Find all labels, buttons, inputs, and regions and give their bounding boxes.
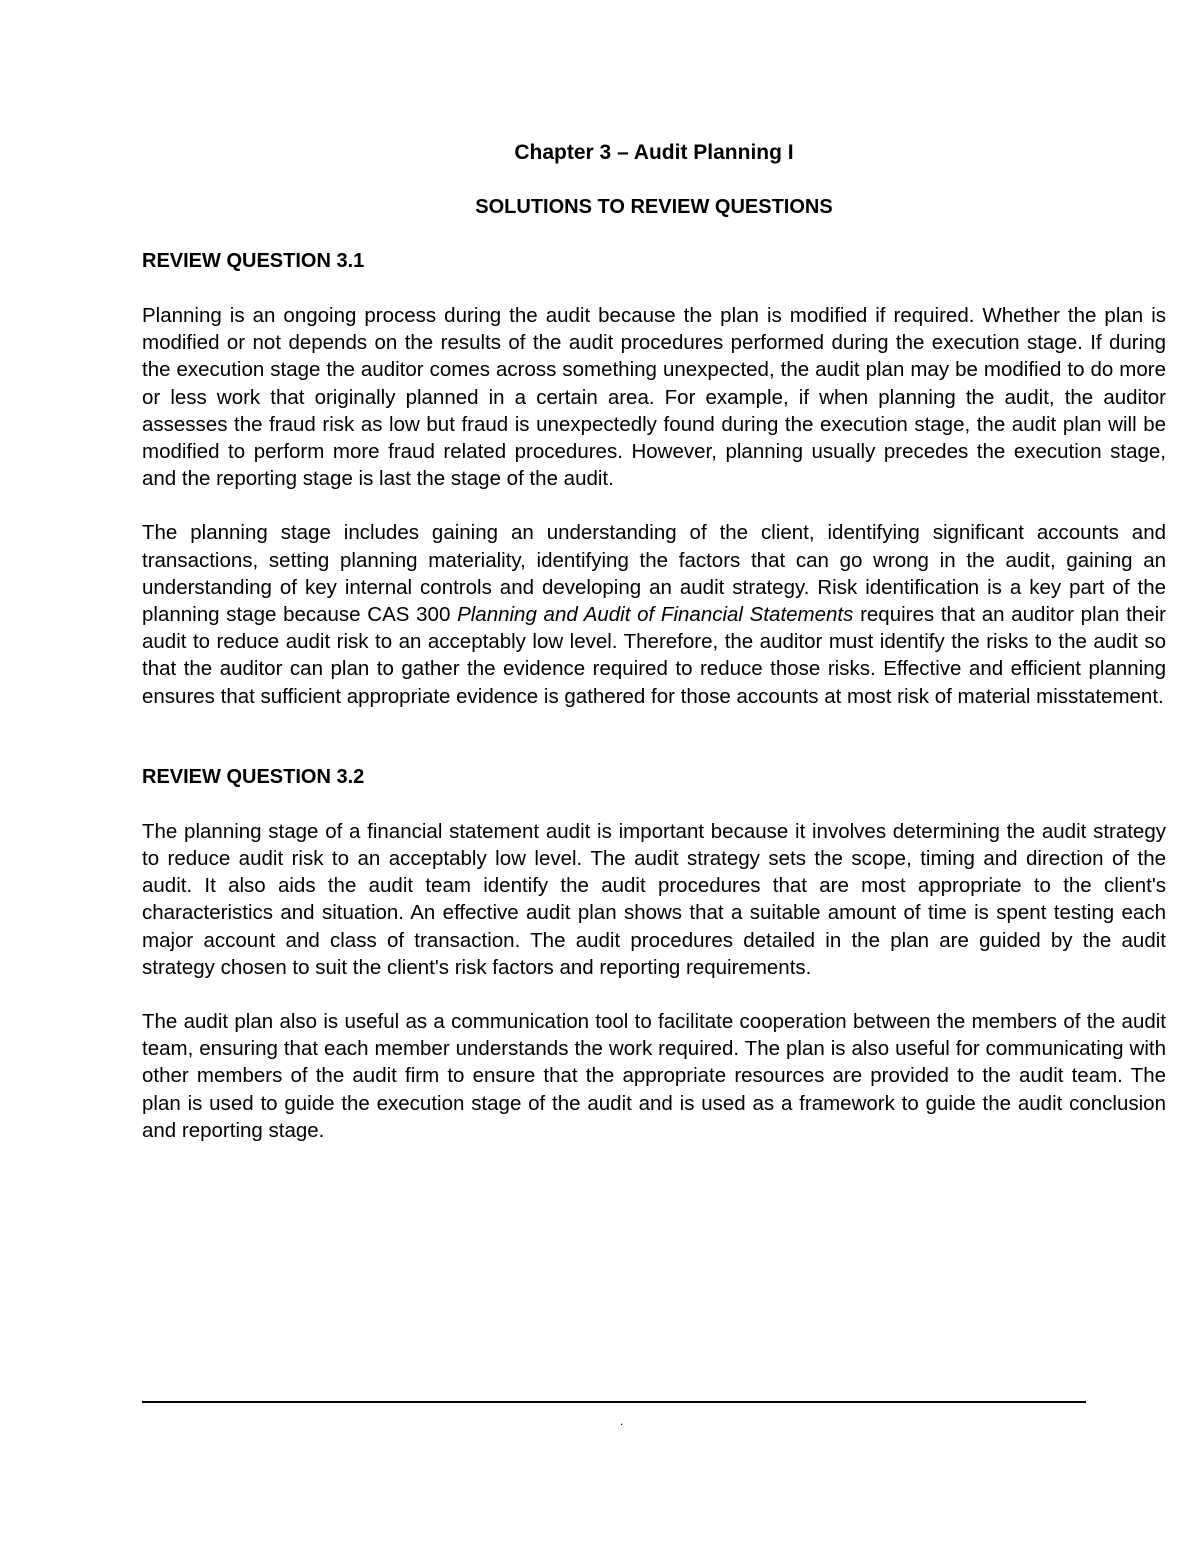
paragraph-text: The planning stage includes gaining an understanding of the client, identifying significant accounts and transactions, setting planning materiality, identifying the factors that can go wrong in the audit, gaining an understanding of key internal controls and developing an audit strategy. Risk identification is a key part of the planning stage because CAS 300 [142, 521, 1166, 627]
page-subtitle: SOLUTIONS TO REVIEW QUESTIONS [475, 196, 833, 218]
section-3-2-paragraph-2: The audit plan also is useful as a communication tool to facilitate cooperation between the members of the audit team, ensuring that each member understands the work required. The plan is also useful for communicating with other members of the audit firm to ensure that the appropriate resources are provided to the audit team. The plan is used to guide the execution stage of the audit and is used as a framework to guide the audit conclusion and reporting stage. [142, 1010, 1166, 1142]
section-3-2-paragraph-1: The planning stage of a financial statement audit is important because it involves determining the audit strategy to reduce audit risk to an acceptably low level. The audit strategy sets the scope, timing and direction of the audit. It also aids the audit team identify the audit procedures that are most appropriate to the client's characteristics and situation. An effective audit plan shows that a suitable amount of time is spent testing each major account and class of transaction. The audit procedures detailed in the plan are guided by the audit strategy chosen to suit the client's risk factors and reporting requirements. [142, 819, 1166, 979]
document-body [142, 140, 1166, 1144]
standard-title-italic: Planning and Audit of Financial Statements [457, 603, 854, 627]
section-heading-3-2: REVIEW QUESTION 3.2 [142, 765, 365, 788]
footer-rule [142, 1401, 1086, 1403]
section-heading-3-1: REVIEW QUESTION 3.1 [142, 250, 365, 272]
chapter-title: Chapter 3 – Audit Planning I [514, 141, 794, 164]
footer-mark: . [620, 1414, 624, 1428]
section-3-1-paragraph-1: Planning is an ongoing process during the audit because the plan is modified if required. Whether the plan is modified or not depends on the results of the audit procedures performed during the execution stage. If during the execution stage the auditor comes across something unexpected, the audit plan may be modified to do more or less work that originally planned in a certain area. For example, if when planning the audit, the auditor assesses the fraud risk as low but fraud is unexpectedly found during the execution stage, the audit plan will be modified to perform more fraud related procedures. However, planning usually precedes the execution stage, and the reporting stage is last the stage of the audit. [142, 304, 1166, 491]
paragraph-text: requires that an auditor plan their audit to reduce audit risk to an acceptably low level. Therefore, the auditor must identify the risks to the audit so that the auditor can plan to gather the evidence required to reduce those risks. Effective and efficient planning ensures that sufficient appropriate evidence is gathered for those accounts at most risk of material misstatement. [142, 603, 1166, 708]
section-3-1-paragraph-2 [142, 519, 1166, 709]
